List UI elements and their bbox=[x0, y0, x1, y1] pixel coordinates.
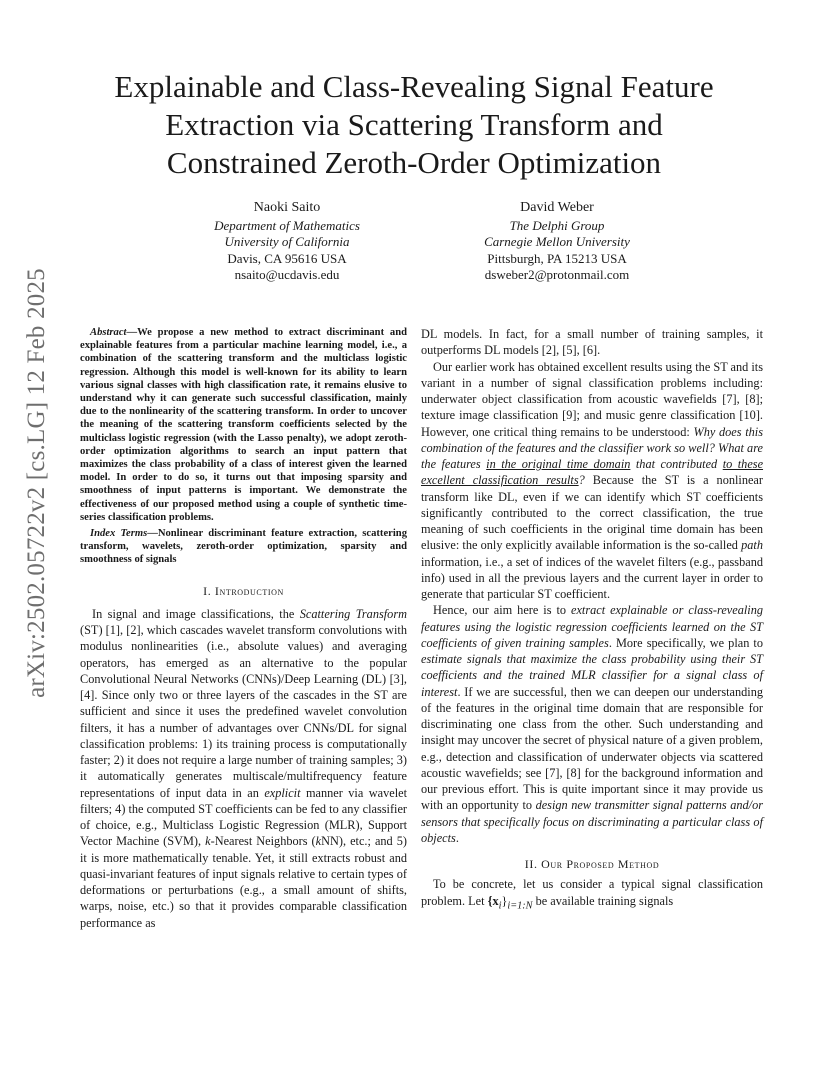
author-name: Naoki Saito bbox=[253, 200, 321, 215]
text-run-italic: Scattering Transform bbox=[299, 606, 407, 621]
title-line: Explainable and Class-Revealing Signal Feature bbox=[114, 69, 714, 104]
section-heading: II. Our Proposed Method bbox=[524, 857, 660, 871]
abstract-text: —We propose a new method to extract discriminant and explainable features from a particular machine learning model, i.e., a combination of the scattering transform and the multiclass logistic regression. Although this model is well-known for its ability to learn various signal classes with high classification rate, it remains elusive to understand why it can generate such successful classification, mainly due to the nonlinearity of the scattering transform. In order to uncover the meaning of the scattering transform coefficients selected by the multiclass logistic regression (with the Lasso penalty), we adopt zeroth-order optimization algorithms to search an input pattern that maximizes the class probability of a class of interest given the learned model. In order to do so, it turns out that imposing sparsity and smoothness of input patterns is important. We demonstrate the effectiveness of our proposed method using a couple of synthetic time-series classification problems. bbox=[80, 327, 407, 523]
author-organization: University of California bbox=[224, 234, 350, 249]
body-paragraph bbox=[80, 606, 407, 931]
title-line: Extraction via Scattering Transform and bbox=[165, 107, 663, 142]
body-paragraph: DL models. In fact, for a small number of training samples, it outperforms DL models [2], [5], [6]. bbox=[421, 327, 763, 358]
text-run: . If we are successful, then we can deepen our understanding of the features in the original time domain that are responsible for discriminating one class from the other. Such understanding and insight may uncover the secret of physical nature of a given problem, e.g., detection and classification of underwater objects via scattered acoustic wavefields; see [7], [8] for the background information and our previous effort. This is quite important since it may provide us with an opportunity to bbox=[421, 684, 763, 813]
author-email: dsweber2@protonmail.com bbox=[484, 267, 630, 282]
text-run: manner via wavelet filters; 4) the computed ST coefficients can be fed to any classifier of choice, e.g., Multiclass Logistic Regression (MLR), Support Vector Machine (SVM), bbox=[80, 785, 408, 849]
author-email: nsaito@ucdavis.edu bbox=[234, 267, 340, 282]
text-run: Hence, our aim here is to bbox=[433, 603, 571, 618]
text-run-italic: estimate signals that maximize the class probability using their ST coefficients and the trained MLR classifier for a signal class of interest bbox=[421, 652, 763, 699]
paper-title bbox=[60, 68, 768, 182]
body-paragraph bbox=[421, 602, 763, 846]
index-terms-text: —Nonlinear discriminant feature extraction, scattering transform, wavelets, zeroth-order optimization, sparsity and smoothness of signals bbox=[80, 528, 407, 566]
author-organization: Carnegie Mellon University bbox=[484, 234, 630, 249]
text-run-italic: Why does this combination of the features and the classifier work so well? What are the features bbox=[421, 424, 763, 471]
text-run-underlined: to these excellent classification results bbox=[421, 457, 764, 488]
math-subscript: i bbox=[498, 899, 502, 911]
author-department: The Delphi Group bbox=[509, 217, 605, 233]
abstract-lead: Abstract bbox=[90, 327, 127, 338]
body-paragraph bbox=[421, 359, 763, 603]
index-terms-lead: Index Terms bbox=[90, 528, 148, 540]
text-run: be available training signals bbox=[532, 893, 674, 908]
text-run: (ST) [1], [2], which cascades wavelet transform convolutions with modulus nonlinearities (i.e., absolute values) and averaging operators, has emerged as an alternative to the popular Convolutional Neural Networks (CNNs)/Deep Learning (DL) [3], [4]. Since only two or three layers of the cascades in the ST are sufficient and since it uses the predefined wavelet convolution filters, it has a number of advantages over CNNs/DL for signal classification problems: 1) its training process is computationally faster; 2) it does not require a large number of training samples; 3) it automatically generates multiscale/multifrequency feature representations of input data in an bbox=[80, 623, 407, 800]
math-set-close: } bbox=[501, 893, 508, 908]
arxiv-identifier-text: arXiv:2502.05722v2 [cs.LG] 12 Feb 2025 bbox=[23, 268, 50, 698]
section-heading: I. Introduction bbox=[203, 583, 284, 598]
right-column bbox=[421, 326, 763, 914]
text-run: NN), etc.; and 5) it is more mathematically tenable. Yet, it still extracts robust and quasi-invariant features of input signals relative to certain types of deformations or perturbations (e.g., a small amount of shifts, warps, noise, etc.) so that it provides comparable classification performance as bbox=[80, 834, 407, 930]
text-run: Because the ST is a nonlinear transform like DL, even if we can identify which ST coefficients significantly contributed to the correct classification, the true meaning of such coefficients in the original time domain has been elusive: the only explicitly available information is the so-called bbox=[421, 473, 763, 553]
text-run-italic: explicit bbox=[264, 785, 301, 800]
text-run: Our earlier work has obtained excellent results using the ST and its variant in a number of signal classification problems including: underwater object classification from acoustic wavefields [7], [8]; texture image classification [9]; and music genre classification [10]. However, one critical thing remains to be understood: bbox=[421, 359, 763, 439]
math-subscript: i=1:N bbox=[507, 899, 533, 911]
text-run: To be concrete, let us consider a typical signal classification problem. Let bbox=[421, 877, 763, 908]
arxiv-identifier bbox=[23, 268, 50, 698]
math-set-open: {x bbox=[487, 893, 499, 908]
author-address: Davis, CA 95616 USA bbox=[227, 250, 347, 266]
text-run-italic: design new transmitter signal patterns and/or sensors that specifically focus on discriminating a particular class of objects bbox=[421, 798, 764, 845]
text-run: -Nearest Neighbors ( bbox=[210, 834, 316, 849]
text-run-italic: k bbox=[205, 834, 211, 849]
text-run-italic: path bbox=[741, 538, 763, 553]
text-run: . More specifically, we plan to bbox=[608, 635, 763, 650]
left-column bbox=[80, 326, 407, 931]
text-run: information, i.e., a set of indices of the wavelet filters (e.g., passband info) used in all the previous layers and the current layer in order to generate that particular ST coefficient. bbox=[421, 554, 763, 601]
text-run: . bbox=[455, 830, 459, 845]
text-run-italic: k bbox=[315, 834, 322, 849]
text-run: In signal and image classifications, the bbox=[92, 606, 300, 621]
index-terms bbox=[80, 527, 407, 567]
abstract bbox=[80, 326, 407, 524]
author-name: David Weber bbox=[520, 200, 594, 215]
text-run-underlined: in the original time domain bbox=[486, 457, 631, 471]
author-block bbox=[162, 200, 412, 284]
text-run-italic: extract explainable or class-revealing features using the logistic regression coefficients learned on the ST coefficients of given training samples bbox=[421, 603, 763, 650]
author-address: Pittsburgh, PA 15213 USA bbox=[487, 250, 627, 266]
body-paragraph bbox=[421, 876, 763, 914]
author-department: Department of Mathematics bbox=[214, 217, 360, 233]
author-block bbox=[432, 200, 682, 284]
text-run-italic: that contributed bbox=[630, 457, 723, 471]
text-run-italic: ? bbox=[578, 473, 585, 488]
title-line: Constrained Zeroth-Order Optimization bbox=[166, 145, 662, 180]
